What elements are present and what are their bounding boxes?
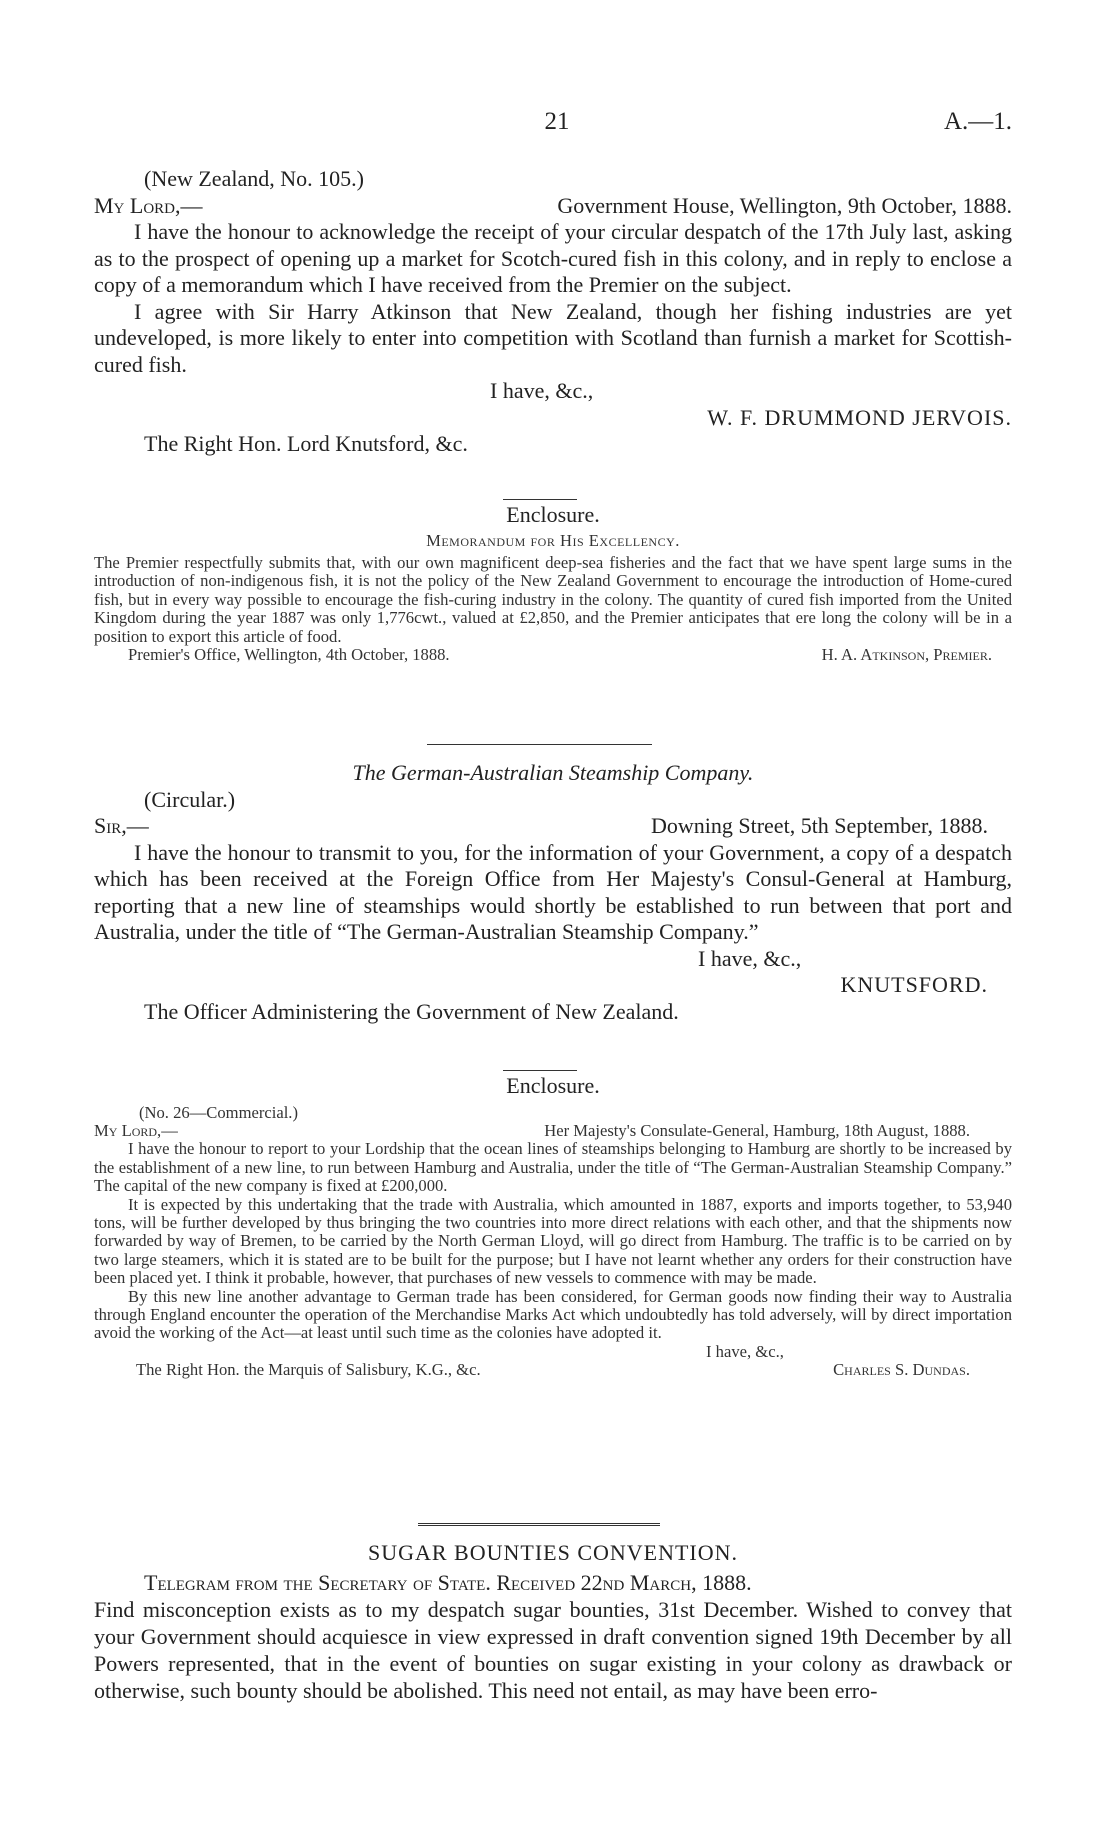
section-german-australian — [94, 760, 1012, 1025]
addressee: The Right Hon. Lord Knutsford, &c. — [144, 431, 468, 456]
letter-address: Government House, Wellington, 9th October, 1888. — [557, 192, 1012, 218]
double-rule — [418, 1523, 660, 1526]
letter-heading: (New Zealand, No. 105.) — [144, 166, 364, 191]
letter-paragraph: I agree with Sir Harry Atkinson that New Zealand, though her fishing industries are yet undeveloped, is more likely to enter into competition with Scotland than furnish a market for Scottish-cured fish. — [94, 298, 1012, 377]
enclosure-title: Enclosure. — [506, 502, 600, 527]
salutation: My Lord,— — [94, 1120, 178, 1140]
salutation-row — [94, 1122, 1012, 1140]
enclosure-paragraph: It is expected by this undertaking that the trade with Australia, which amounted in 1887, exports and imports together, to 53,940 tons, will be further developed by thus bringing the two countries into more direct relations with each other, and that the shipments now forwarded by way of Bremen, to be carried by the North German Lloyd, will go direct from Hamburg. The traffic is to be carried on by two large steamers, which it is stated are to be built for the purpose; but I have not learnt whether any orders for their construction have been placed yet. I think it probable, however, that purchases of new vessels to commence with may be made. — [94, 1194, 1012, 1288]
page-header — [0, 108, 1114, 142]
page-reference: A.—1. — [943, 108, 1012, 135]
addressee: The Officer Administering the Government of New Zealand. — [144, 998, 679, 1024]
enclosure-memorandum — [94, 502, 1012, 664]
enclosure-hamburg — [94, 1073, 1012, 1380]
closing: I have, &c., — [706, 1341, 784, 1361]
signature: KNUTSFORD. — [840, 972, 988, 997]
letter-address: Her Majesty's Consulate-General, Hamburg, 18th August, 1888. — [544, 1120, 970, 1140]
memorandum-title: Memorandum for His Excellency. — [426, 530, 680, 550]
enclosure-title: Enclosure. — [506, 1073, 600, 1098]
memorandum-place: Premier's Office, Wellington, 4th October, 1888. — [128, 644, 450, 664]
section-title: SUGAR BOUNTIES CONVENTION. — [367, 1540, 739, 1565]
enclosure-paragraph: By this new line another advantage to German trade has been considered, for German goods now finding their way to Australia through England encounter the operation of the Merchandise Marks Act which undoubtedly has told adversely, will by direct importation avoid the working of the Act—at least until such time as the colonies have adopted it. — [94, 1286, 1012, 1343]
salutation: My Lord,— — [94, 192, 203, 218]
letter-address: Downing Street, 5th September, 1888. — [650, 813, 988, 838]
memorandum-footer — [94, 646, 1012, 664]
memorandum-signature: H. A. Atkinson, Premier. — [821, 644, 992, 664]
telegram-body: Find misconception exists as to my despatch sugar bounties, 31st December. Wished to convey that your Government should acquiesce in view expressed in draft convention signed 19th December by all Powers represented, that in the event of bounties on sugar existing in your colony as drawback or otherwise, such bounty should be abolished. This need not entail, as may have been erro- — [94, 1597, 1012, 1703]
divider — [427, 744, 652, 745]
letter-jervois — [94, 166, 1012, 458]
addressee: The Right Hon. the Marquis of Salisbury, K.G., &c. — [136, 1360, 481, 1380]
section-title: The German-Australian Steamship Company. — [352, 760, 754, 785]
memorandum-body: The Premier respectfully submits that, with our own magnificent deep-sea fisheries and the fact that we have spent large sums in the introduction of non-indigenous fish, it is not the policy of the New Zealand Government to encourage the introduction of Home-cured fish, but in every way possible to encourage the fish-curing industry in the colony. The quantity of cured fish imported from the United Kingdom during the year 1887 was only 1,776cwt., valued at £2,850, and the Premier anticipates that ere long the colony will be in a position to export this article of food. — [94, 552, 1012, 646]
divider — [503, 1070, 577, 1071]
section-sugar-bounties — [94, 1540, 1012, 1704]
letter-paragraph: I have the honour to transmit to you, for the information of your Government, a copy of a despatch which has been received at the Foreign Office from Her Majesty's Consul-General at Hamburg, reporting that a new line of steamships would shortly be established to run between that port and Australia, under the title of “The German-Australian Steamship Company.” — [94, 839, 1012, 944]
signature: W. F. DRUMMOND JERVOIS. — [707, 404, 1012, 430]
closing: I have, &c., — [490, 378, 594, 403]
salutation: Sir,— — [94, 813, 149, 838]
telegram-heading: Telegram from the Secretary of State. Received 22nd March, 1888. — [144, 1570, 752, 1595]
circular-label: (Circular.) — [144, 786, 236, 812]
salutation-row — [94, 193, 1012, 220]
enclosure-footer — [94, 1361, 1012, 1379]
enclosure-heading: (No. 26—Commercial.) — [139, 1102, 298, 1122]
closing: I have, &c., — [698, 945, 802, 971]
letter-paragraph: I have the honour to acknowledge the receipt of your circular despatch of the 17th July last, asking as to the prospect of opening up a market for Scotch-cured fish in this colony, and in reply to enclose a copy of a memorandum which I have received from the Premier on the subject. — [94, 219, 1012, 297]
enclosure-paragraph: I have the honour to report to your Lordship that the ocean lines of steamships belonging to Hamburg are shortly to be increased by the establishment of a new line, to run between Hamburg and Australia, under the title of “The German-Australian Steamship Company.” The capital of the new company is fixed at £200,000. — [94, 1139, 1012, 1196]
salutation-row — [94, 813, 1012, 840]
divider — [503, 499, 577, 500]
signature: Charles S. Dundas. — [833, 1360, 970, 1380]
page-number: 21 — [544, 108, 570, 135]
